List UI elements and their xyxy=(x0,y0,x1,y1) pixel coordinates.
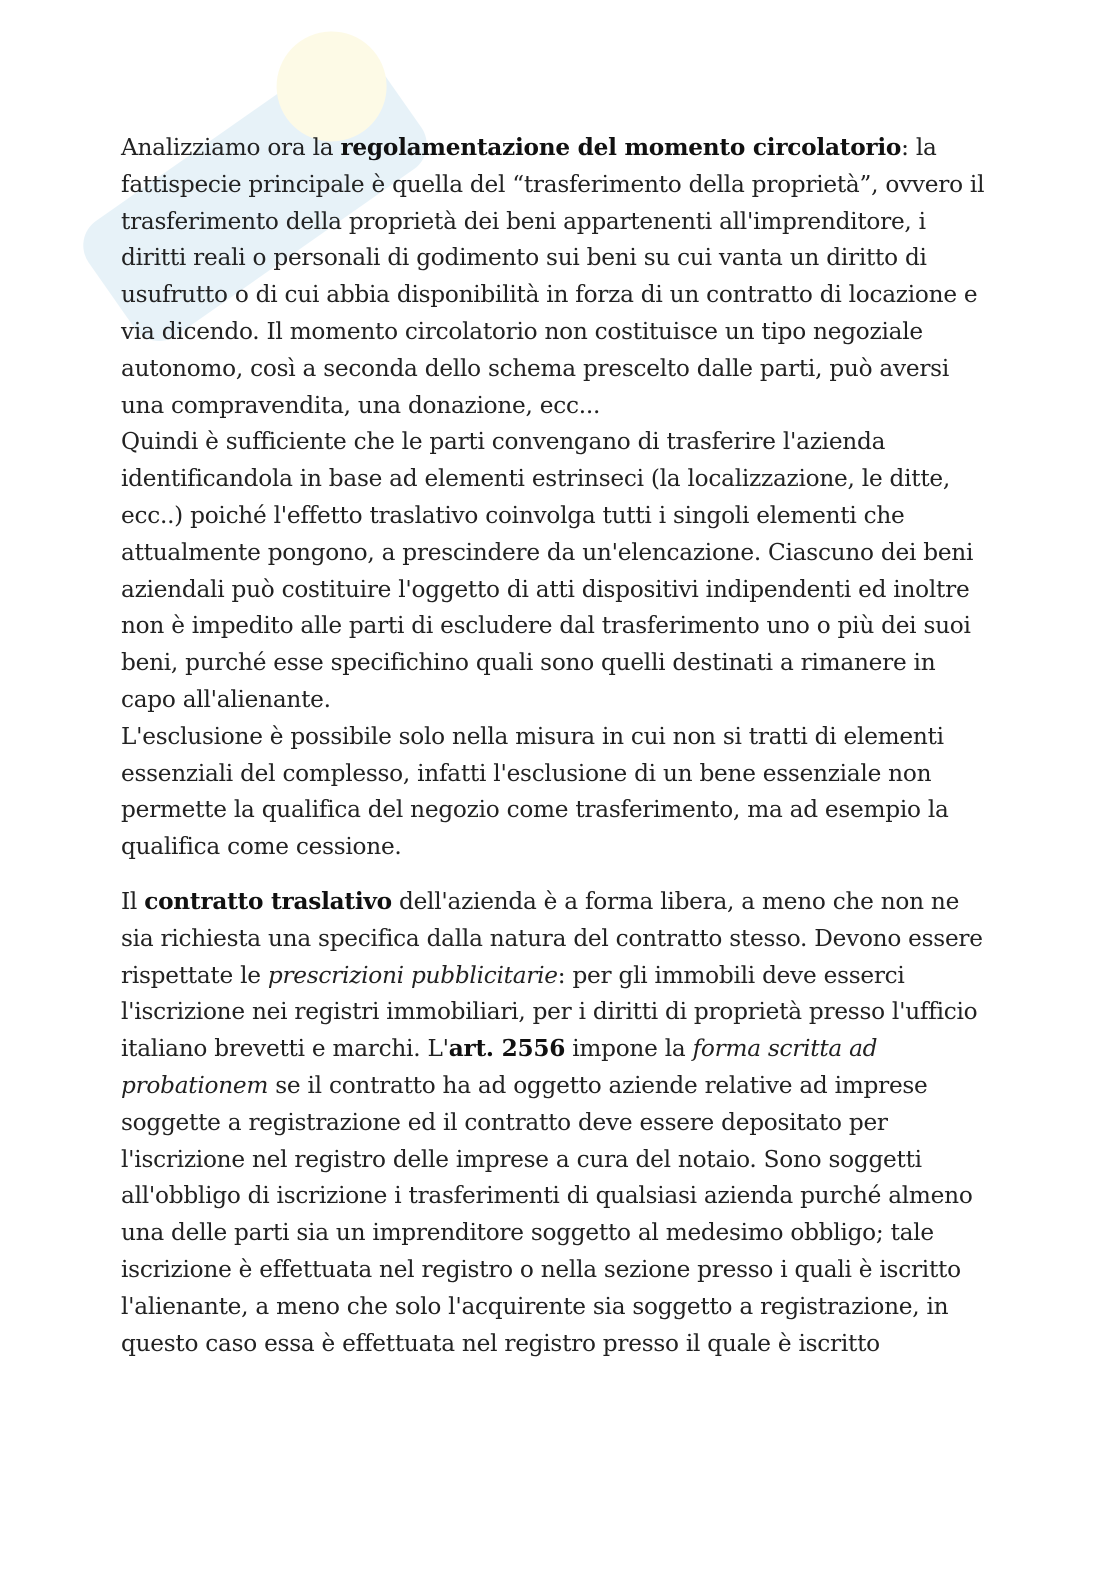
italic-term: prescrizioni pubblicitarie xyxy=(267,961,558,989)
document-body xyxy=(121,130,991,1362)
paragraph-contratto-traslativo: Il contratto traslativo dell'azienda è a forma libera, a meno che non ne sia richiesta una specifica dalla natura del contratto stesso. Devono essere rispettate le prescrizioni pubblicitarie: per gli immobili deve esserci l'iscrizione nei registri immobiliari, per i diritti di proprietà presso l'ufficio italiano brevetti e marchi. L'art. 2556 impone la forma scritta ad probationem se il contratto ha ad oggetto aziende relative ad imprese soggette a registrazione ed il contratto deve essere depositato per l'iscrizione nel registro delle imprese a cura del notaio. Sono soggetti all'obbligo di iscrizione i trasferimenti di qualsiasi azienda purché almeno una delle parti sia un imprenditore soggetto al medesimo obbligo; tale iscrizione è effettuata nel registro o nella sezione presso i quali è iscritto l'alienante, a meno che solo l'acquirente sia soggetto a registrazione, in questo caso essa è effettuata nel registro presso il quale è iscritto xyxy=(121,887,983,1357)
paragraph-esclusione: L'esclusione è possibile solo nella misura in cui non si tratti di elementi essenziali del complesso, infatti l'esclusione di un bene essenziale non permette la qualifica del negozio come trasferimento, ma ad esempio la qualifica come cessione. xyxy=(121,722,949,861)
bold-term: contratto traslativo xyxy=(144,887,392,915)
paragraph-identificazione: Quindi è sufficiente che le parti convengano di trasferire l'azienda identificandola in base ad elementi estrinseci (la localizzazione, le ditte, ecc..) poiché l'effetto traslativo coinvolga tutti i singoli elementi che attualmente pongono, a prescindere da un'elencazione. Ciascuno dei beni aziendali può costituire l'oggetto di atti dispositivi indipendenti ed inoltre non è impedito alle parti di escludere dal trasferimento uno o più dei suoi beni, purché esse specifichino quali sono quelli destinati a rimanere in capo all'alienante. xyxy=(121,428,974,713)
bold-article-ref: art. 2556 xyxy=(448,1035,566,1063)
paragraph-momento-circolatorio: Analizziamo ora la regolamentazione del momento circolatorio: la fattispecie principale è quella del “trasferimento della proprietà”, ovvero il trasferimento della proprietà dei beni appartenenti all'imprenditore, i diritti reali o personali di godimento sui beni su cui vanta un diritto di usufrutto o di cui abbia disponibilità in forza di un contratto di locazione e via dicendo. Il momento circolatorio non costituisce un tipo negoziale autonomo, così a seconda dello schema prescelto dalle parti, può aversi una compravendita, una donazione, ecc... xyxy=(121,134,985,419)
italic-term: forma scritta ad probationem xyxy=(121,1035,878,1099)
bold-term: regolamentazione del momento circolatorio xyxy=(340,134,902,161)
